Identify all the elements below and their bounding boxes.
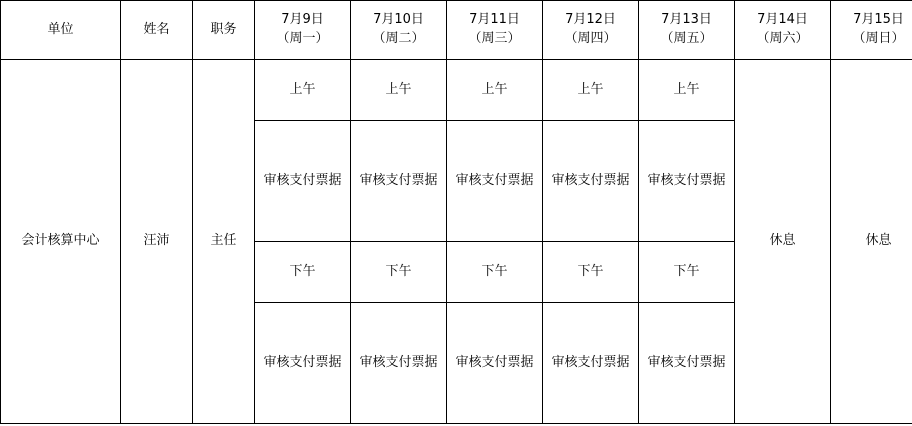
header-day-2 [351, 1, 447, 60]
cell-afternoon-task-day-4: 审核支付票据 [543, 303, 639, 424]
cell-afternoon-label-day-2: 下午 [351, 242, 447, 303]
table-header-row [1, 1, 912, 60]
cell-morning-task-day-5: 审核支付票据 [639, 121, 735, 242]
cell-morning-label-day-4: 上午 [543, 60, 639, 121]
header-day-4-weekday: （周四） [564, 31, 617, 46]
cell-afternoon-task-day-3: 审核支付票据 [447, 303, 543, 424]
cell-afternoon-label-day-5: 下午 [639, 242, 735, 303]
header-day-6-weekday: （周六） [756, 31, 809, 46]
header-day-3-weekday: （周三） [468, 31, 521, 46]
cell-title: 主任 [193, 60, 255, 424]
header-day-2-date: 7月10日 [373, 12, 424, 28]
cell-afternoon-task-day-1: 审核支付票据 [255, 303, 351, 424]
cell-morning-label-day-2: 上午 [351, 60, 447, 121]
cell-afternoon-label-day-1: 下午 [255, 242, 351, 303]
header-day-6-date: 7月14日 [757, 12, 808, 28]
header-title: 职务 [193, 1, 255, 60]
cell-unit: 会计核算中心 [1, 60, 121, 424]
header-day-6 [735, 1, 831, 60]
header-day-7-weekday: （周日） [852, 31, 905, 46]
header-unit: 单位 [1, 1, 121, 60]
header-day-3 [447, 1, 543, 60]
cell-afternoon-task-day-5: 审核支付票据 [639, 303, 735, 424]
header-day-1-weekday: （周一） [276, 31, 329, 46]
header-day-7 [831, 1, 912, 60]
header-day-3-date: 7月11日 [469, 12, 520, 28]
header-day-1 [255, 1, 351, 60]
table-row [1, 60, 912, 121]
header-day-1-date: 7月9日 [281, 12, 324, 28]
cell-morning-task-day-3: 审核支付票据 [447, 121, 543, 242]
cell-rest-day-6: 休息 [735, 60, 831, 424]
cell-afternoon-label-day-4: 下午 [543, 242, 639, 303]
header-day-7-date: 7月15日 [853, 12, 904, 28]
cell-afternoon-label-day-3: 下午 [447, 242, 543, 303]
header-name: 姓名 [121, 1, 193, 60]
header-day-2-weekday: （周二） [372, 31, 425, 46]
cell-name: 汪沛 [121, 60, 193, 424]
cell-afternoon-task-day-2: 审核支付票据 [351, 303, 447, 424]
cell-morning-task-day-1: 审核支付票据 [255, 121, 351, 242]
cell-morning-label-day-5: 上午 [639, 60, 735, 121]
header-day-4 [543, 1, 639, 60]
header-day-5-weekday: （周五） [660, 31, 713, 46]
cell-morning-label-day-1: 上午 [255, 60, 351, 121]
header-day-4-date: 7月12日 [565, 12, 616, 28]
header-day-5-date: 7月13日 [661, 12, 712, 28]
cell-morning-task-day-2: 审核支付票据 [351, 121, 447, 242]
header-day-5 [639, 1, 735, 60]
cell-rest-day-7: 休息 [831, 60, 912, 424]
cell-morning-task-day-4: 审核支付票据 [543, 121, 639, 242]
cell-morning-label-day-3: 上午 [447, 60, 543, 121]
